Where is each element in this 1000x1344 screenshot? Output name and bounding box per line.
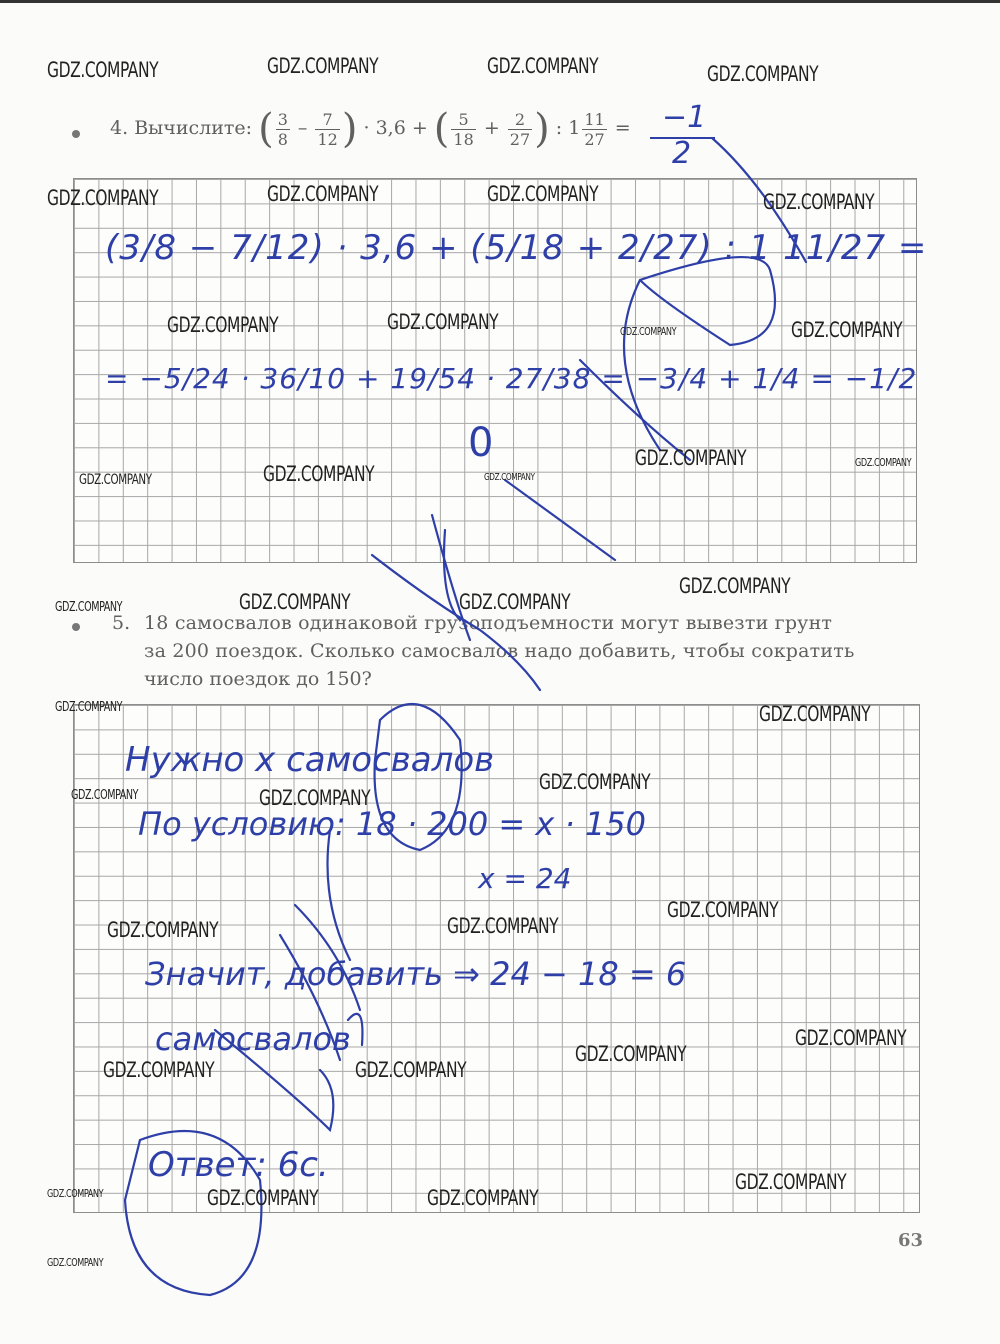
top-border [0,0,1000,3]
task5-solution-line4: Значит, добавить ⇒ 24 − 18 = 6 [145,955,687,993]
task5-number: 5. [112,612,131,634]
watermark: GDZ.COMPANY [259,786,371,810]
task4-word: Вычислите: [134,117,253,139]
watermark: GDZ.COMPANY [487,54,599,78]
watermark: GDZ.COMPANY [55,600,123,615]
task4-solution-line2: = −5/24 · 36/10 + 19/54 · 27/38 = −3/4 + 1/4 = −1/2 [105,362,918,395]
watermark: GDZ.COMPANY [167,313,279,337]
task5-line3: число поездок до 150? [144,668,372,690]
watermark: GDZ.COMPANY [575,1042,687,1066]
watermark: GDZ.COMPANY [355,1058,467,1082]
task5-solution-line1: Нужно x самосвалов [125,740,495,780]
task4-statement: 4. Вычислите: ( $\frac{3}{8}$ – $\frac{7}{12}$ ) · 3,6 + ( $\frac{5}{18}$ + $\frac{2}{27}$ ) : 1 $\frac{11}{27}$ = [110,106,631,152]
task5-solution-line2: По условию: 18 · 200 = x · 150 [138,805,646,843]
watermark: GDZ.COMPANY [55,700,123,715]
watermark: GDZ.COMPANY [635,446,747,470]
watermark: GDZ.COMPANY [103,1058,215,1082]
task4-answer-numerator: −1 [662,100,707,135]
task5-solution-line3: x = 24 [478,862,572,895]
watermark: GDZ.COMPANY [539,770,651,794]
fraction: $\frac{2}{27}$ [509,109,531,149]
watermark: GDZ.COMPANY [71,788,139,803]
watermark: GDZ.COMPANY [267,54,379,78]
fraction: $\frac{7}{12}$ [317,109,338,149]
watermark: GDZ.COMPANY [47,186,159,210]
task4-answer-denominator: 2 [672,136,692,171]
task4-solution-line1: (3/8 − 7/12) · 3,6 + (5/18 + 2/27) : 1 11/27 = [105,228,928,268]
task4-number: 4. [110,117,129,139]
task4-bullet [72,130,80,138]
task4-check-mark: 0 [468,420,494,466]
watermark: GDZ.COMPANY [459,590,571,614]
task5-solution-line6: Ответ: 6с. [148,1145,329,1185]
watermark: GDZ.COMPANY [487,182,599,206]
watermark: GDZ.COMPANY [267,182,379,206]
watermark: GDZ.COMPANY [735,1170,847,1194]
watermark: GDZ.COMPANY [107,918,219,942]
watermark: GDZ.COMPANY [427,1186,539,1210]
watermark: GDZ.COMPANY [207,1186,319,1210]
watermark: GDZ.COMPANY [795,1026,907,1050]
watermark: GDZ.COMPANY [791,318,903,342]
task5-bullet [72,623,80,631]
watermark: GDZ.COMPANY [387,310,499,334]
fraction: $\frac{5}{18}$ [453,109,474,149]
task5-line1: 18 самосвалов одинаковой грузоподъемности могут вывезти грунт [144,612,833,634]
task5-solution-line5: самосвалов [155,1020,351,1058]
watermark: GDZ.COMPANY [707,62,819,86]
watermark: GDZ.COMPANY [679,574,791,598]
page-number: 63 [898,1230,924,1251]
watermark: GDZ.COMPANY [484,472,535,483]
watermark: GDZ.COMPANY [79,472,152,488]
fraction: $\frac{3}{8}$ [277,109,288,149]
watermark: GDZ.COMPANY [47,1256,104,1269]
watermark: GDZ.COMPANY [47,58,159,82]
watermark: GDZ.COMPANY [620,325,677,338]
watermark: GDZ.COMPANY [263,462,375,486]
fraction: $\frac{11}{27}$ [584,109,605,149]
watermark: GDZ.COMPANY [447,914,559,938]
watermark: GDZ.COMPANY [855,456,912,469]
watermark: GDZ.COMPANY [239,590,351,614]
task5-line2: за 200 поездок. Сколько самосвалов надо добавить, чтобы сократить [144,640,855,662]
watermark: GDZ.COMPANY [667,898,779,922]
watermark: GDZ.COMPANY [763,190,875,214]
watermark: GDZ.COMPANY [47,1187,104,1200]
watermark: GDZ.COMPANY [759,702,871,726]
